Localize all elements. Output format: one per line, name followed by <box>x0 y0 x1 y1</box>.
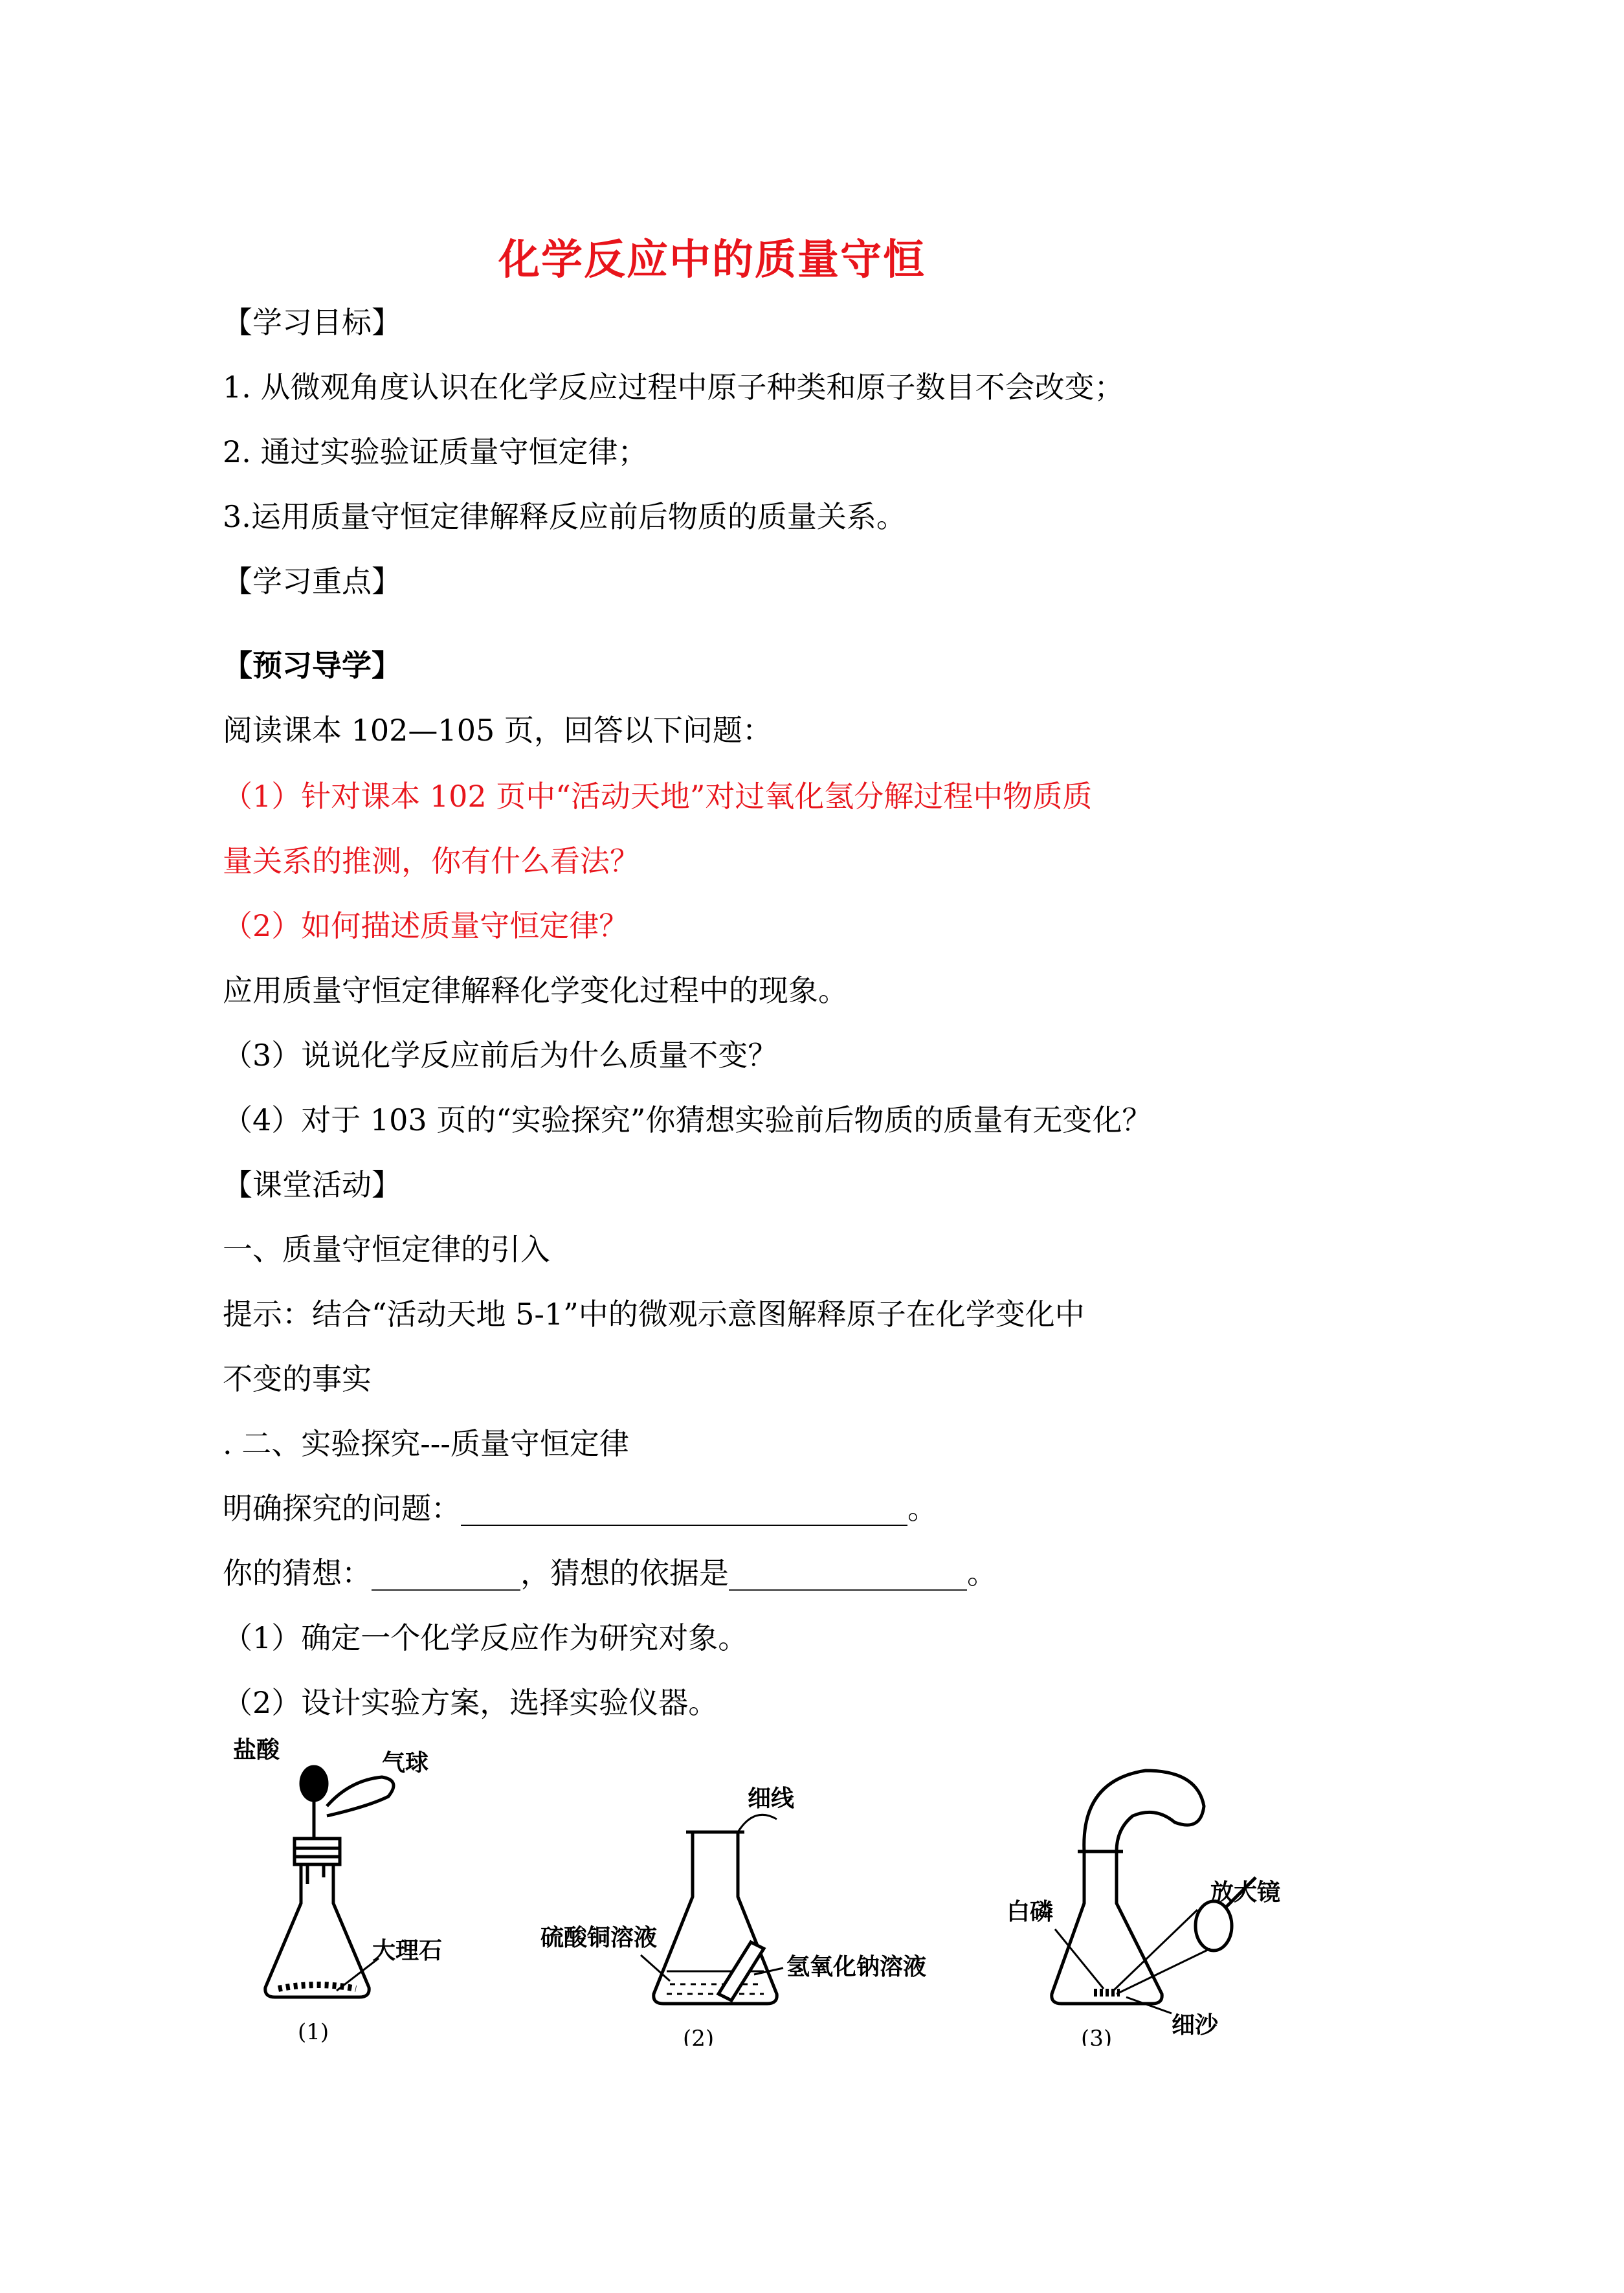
preview-intro: 阅读课本 102—105 页，回答以下问题： <box>223 713 772 748</box>
section-1-heading: 一、质量守恒定律的引入 <box>223 1232 550 1267</box>
preview-question-3: （3）说说化学反应前后为什么质量不变？ <box>223 1038 778 1073</box>
label-marble: 大理石 <box>372 1938 443 1964</box>
experiment-figure <box>214 1709 1314 2046</box>
preview-question-1-line-1: （1）针对课本 102 页中“活动天地”对过氧化氢分解过程中物质质 <box>223 779 1093 814</box>
label-sodium-hydroxide: 氢氧化钠溶液 <box>786 1954 927 1980</box>
experiment-diagrams <box>214 1709 1314 2046</box>
step-2: （2）设计实验方案，选择实验仪器。 <box>223 1685 718 1720</box>
label-hydrochloric-acid: 盐酸 <box>233 1737 280 1763</box>
objective-item-3: 3.运用质量守恒定律解释反应前后物质的质量关系。 <box>223 499 906 534</box>
apply-text: 应用质量守恒定律解释化学变化过程中的现象。 <box>223 973 848 1008</box>
objective-item-2: 2. 通过实验验证质量守恒定律； <box>223 434 648 469</box>
section-2-heading: . 二、实验探究---质量守恒定律 <box>223 1426 629 1461</box>
preview-question-2: （2）如何描述质量守恒定律？ <box>223 908 629 943</box>
label-white-phosphorus: 白磷 <box>1007 1899 1054 1925</box>
preview-question-4: （4）对于 103 页的“实验探究”你猜想实验前后物质的质量有无变化？ <box>223 1102 1152 1137</box>
question-fill-line: 明确探究的问题：______________________________。 <box>223 1491 937 1526</box>
guess-fill-line: 你的猜想：__________，猜想的依据是________________。 <box>223 1556 997 1591</box>
hint-line-1: 提示：结合“活动天地 5-1”中的微观示意图解释原子在化学变化中 <box>223 1297 1085 1332</box>
step-1: （1）确定一个化学反应作为研究对象。 <box>223 1620 748 1655</box>
hint-line-2: 不变的事实 <box>223 1361 372 1396</box>
preview-question-1-line-2: 量关系的推测，你有什么看法？ <box>223 844 640 878</box>
preview-header: 【预习导学】 <box>223 648 401 683</box>
label-thread: 细线 <box>748 1785 795 1812</box>
label-balloon: 气球 <box>382 1750 429 1776</box>
objective-item-1: 1. 从微观角度认识在化学反应过程中原子种类和原子数目不会改变； <box>223 370 1124 405</box>
key-points-header: 【学习重点】 <box>223 564 401 599</box>
label-magnifier: 放大镜 <box>1210 1879 1281 1906</box>
objectives-header: 【学习目标】 <box>223 305 401 340</box>
caption-figure-2: (2) <box>683 2026 715 2046</box>
caption-figure-1: (1) <box>298 2019 329 2045</box>
caption-figure-3: (3) <box>1081 2026 1113 2046</box>
label-fine-sand: 细沙 <box>1172 2012 1219 2039</box>
flask-apparatus-2 <box>641 1815 783 2004</box>
class-activity-header: 【课堂活动】 <box>223 1167 401 1202</box>
label-copper-sulfate: 硫酸铜溶液 <box>540 1925 658 1951</box>
page-title: 化学反应中的质量守恒 <box>498 236 926 284</box>
